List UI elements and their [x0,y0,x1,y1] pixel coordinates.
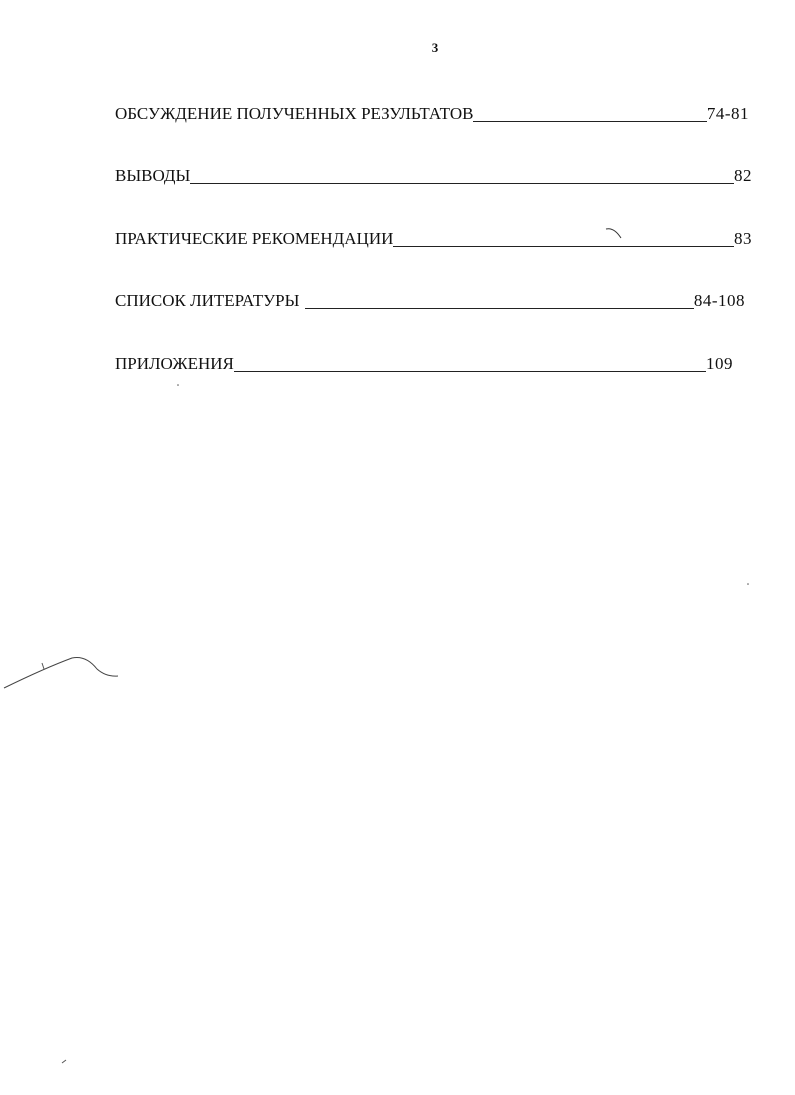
toc-leader-line [473,120,706,122]
toc-entry-title: ПРАКТИЧЕСКИЕ РЕКОМЕНДАЦИИ [115,229,394,248]
speck-mark [177,384,179,386]
toc-entry-title: ПРИЛОЖЕНИЯ [115,354,234,373]
toc-entry-page: 82 [734,166,752,185]
toc-entry-conclusions [115,162,752,186]
toc-leader-line [234,370,706,372]
pencil-tick-mark [42,663,44,669]
toc-entry-recommendations [115,225,752,249]
toc-leader-line [305,307,693,309]
toc-entry-page: 83 [734,229,752,248]
speck-mark [747,583,749,585]
toc-entry-page: 74-81 [706,104,749,123]
toc-entry-appendices [115,350,733,374]
toc-entry-title: СПИСОК ЛИТЕРАТУРЫ [115,291,300,310]
speck-mark [62,1060,66,1063]
toc-leader-line [393,245,734,247]
toc-entry-title: ВЫВОДЫ [115,166,191,185]
pencil-curve-mark [4,657,118,688]
page-number: 3 [431,40,439,55]
toc-entry-page: 109 [706,354,733,373]
toc-entry-discussion [115,100,749,124]
toc-entry-page: 84-108 [693,291,745,310]
toc-entry-references [115,287,745,311]
toc-leader-line [190,182,734,184]
toc-entry-title: ОБСУЖДЕНИЕ ПОЛУЧЕННЫХ РЕЗУЛЬТАТОВ [115,104,474,123]
